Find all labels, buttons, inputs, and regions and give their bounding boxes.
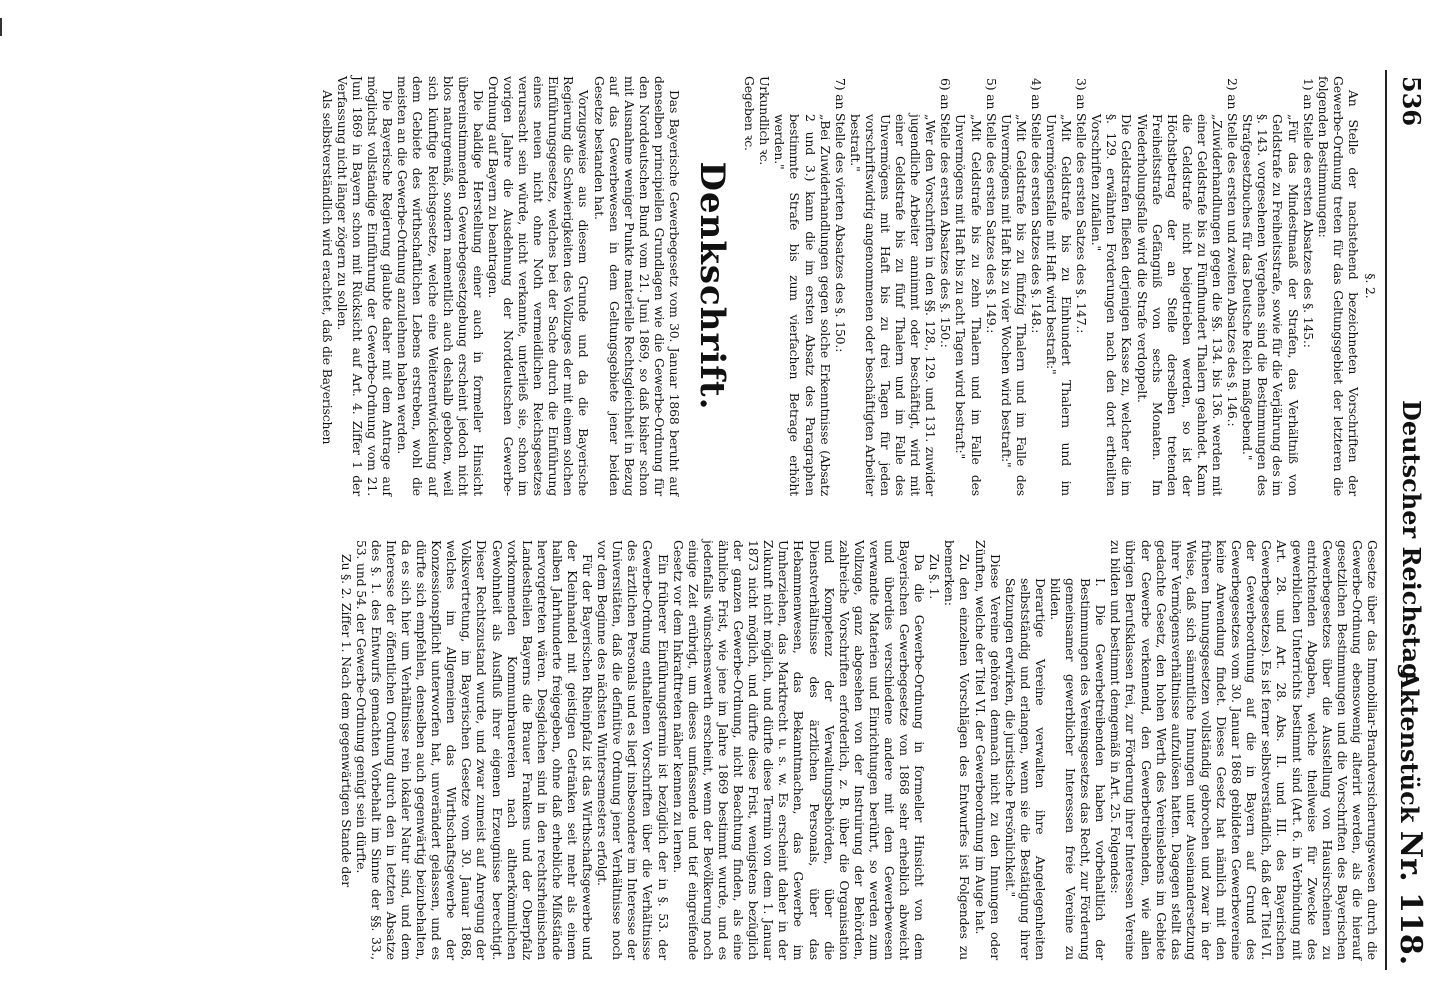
text-paragraph: 4) an Stelle des ersten Satzes des §. 148.: [1028,78,1044,334]
text-paragraph: „Mit Geldstrafe bis zu zehn Thalern und im Falle des Unvermögens mit Haft bis zu acht Tagen wird bestraft:" [953,114,984,496]
text-paragraph: „Für das Mindestmaaß der Strafen, das Verhältniß von Geldstrafe zu Freiheitsstrafe, sowie für die Verjährung des im §. 143. vorgesehenen Vergehens sind die Bestimmungen des Strafgesetzbuches für das Deutsche Reich maßgebend." [1240,114,1301,496]
text-paragraph: Als selbstverständlich wird erachtet, daß die Bayerischen [319,90,335,445]
text-paragraph: Da die Gewerbe-Ordnung in formeller Hinsicht von dem Bayerischen Gewerbegesetze von 1868 sehr erheblich abweicht und überdies verschiedene andere mit dem Gewerbewesen verwandte Materien und Einrichtungen berührt, so werden zum Vollzuge, ganz abgesehen von der Instruirung der Behörden, zahlreiche Vorschriften erforderlich, z. B. über die Organisation und Kompetenz der Verwaltungsbehörden, über die Dienstverhältnisse des ärztlichen Personals, über das Hebammenwesen, das Bekanntmachen, das Gewerbe im Umherziehen, das Marktrecht u. s. w. Es erscheint daher in der Zukunft nicht möglich, und dürfte diese Termin von dem 1. Januar 1873 nicht möglich, und dürfte diese Frist, wenigstens bezüglich der ganzen Gewerbe-Ordnung, nicht Beachtung finden, als eine ähnliche Frist, wie jene im Jahre 1869 bestimmt wurde, und es jedenfalls wünschenswerth erscheint, wenn der Bevölkerung noch einige Zeit erübrigt, um dieses umfassende und tief eingreifende Gesetz vor dem Inkrafttreten näher kennen zu lernen. [670,540,928,960]
text-paragraph: 2) an Stelle des ersten und zweiten Absatzes des §. 146.: [1225,78,1241,427]
document-label: Aktenstück [1395,670,1424,823]
text-paragraph: Die baldige Herstellung einer auch in formeller Hinsicht übereinstimmenden Gewerbegesetzgebung erscheint jedoch nicht blos naturgemäß, sondern namentlich auch deshalb geboten, weil sich künftige Reichsgesetze, welche eine Weiterentwickelung auf dem Gebiete des wirthschaftlichen Lebens erstreben, wohl die meisten an die Gewerbe-Ordnung anzulehnen haben werden. [395,76,486,496]
text-paragraph: 6) an Stelle des ersten Absatzes des §. 150.: [938,78,954,348]
text-paragraph: §. 2. [1363,273,1378,299]
header-rule [1385,70,1387,970]
section-heading: Denkschrift. [692,161,733,411]
text-paragraph: Vorzugsweise aus diesem Grunde und da die Bayerische Regierung die Schwierigkeiten des Vollzuges der mit einem solchen Einführungsgesetze, welches bei der Sache durch die Einführung eines neuen nicht ohne Noth vermeidlichen Reichsgesetzes verursacht sein würde, nicht verkannte, unterließ sie, schon im vorigen Jahre die Ausdehnung der Norddeutschen Gewerbe-Ordnung auf Bayern zu beantragen. [485,76,592,496]
text-paragraph: Zu §. 1. [927,554,943,600]
text-paragraph: I. Die Gewerbetreibenden haben vorbehaltlich der Bestimmungen des Vereinsgesetzes das Recht, zur Förderung gemeinsamer gewerblicher Interessen freie Vereine zu bilden. [1048,578,1109,960]
dfg-credit [1410,0,1432,1000]
text-paragraph: Für der Bayerischen Rheinpfalz ist das Wirthschaftsgewerbe und der Kleinhandel mit geistigen Getränken seit mehr als einem halben Jahrhunderte freigegeben, ohne daß erhebliche Mißstände hervorgetreten wären. Desgleichen sind in den rechtsrheinischen Landestheilen Bayerns die Brauer Frankens und der Oberpfalz vorkommenden Kommunbrauereien nach altherkömmlichen Gewohnheit als Ausfluß ihrer eigenen Erzeugnisse berechtigt. Dieser Rechtszustand wurde, und zwar zumeist auf Anregung der Volksvertretung, im Bayerischen Gesetze vom 30. Januar 1868, welches im Allgemeinen das Wirthschaftsgewerbe der Konzessionspflicht unterworfen hat, unverändert gelassen, und es dürfte sich empfehlen, denselben auch gegenwärtig beizubehalten, da es sich hier um Verhältnisse rein lokaler Natur sind, und dem Interesse der öffentlichen Ordnung durch den in letzten Absatze des §. 1. des Entwurfs gemachten Vorbehalt im Sinne der §§. 33., 53. und 54. der Gewerbe-Ordnung genügt sein dürfte. [353,540,596,960]
text-paragraph: Gesetze über das Immobiliar-Brandversicherungswesen durch die Gewerbe-Ordnung ebensowenig alterirt werden, als die hierauf gesetzlichen Bestimmungen und die Vorschriften des Bayerischen Gewerbegesetzes über die Ausstellung von Hausirscheinen zu entrichtenden Abgaben, welche theilweise für Zwecke des gewerblichen Unterrichts bestimmt sind (Art. 6. in Verbindung mit Art. 28. und Art. 28. Abs. II. und III. des Bayerischen Gewerbegesetzes). Es ist ferner selbstverständlich, daß der Titel VI. der Gewerbeordnung auf die in Bayern auf Grund des Gewerbegesetzes vom 30. Januar 1868 gebildeten Gewerbevereine keine Anwendung findet. Dieses Gesetz hat nämlich mit den früheren Innungsgesetzen vollständig gebrochen und zwar in der Weise, daß sich sämmtliche Innungen unter Auseinandersetzung ihrer Vermögensverhältnisse aufzulösen hatten. Dagegen stellt das gedachte Gesetz, den hohen Werth des Vereinslebens im Gebiete der Gewerbe verkennend, den Gewerbetreibenden, wie allen übrigen Berufsklassen frei, zur Förderung ihrer Interessen Vereine zu bilden und bestimmt demgemäß in Art. 25. Folgendes: [1108,540,1380,960]
left-text-column [320,76,1380,496]
text-paragraph: Zu §. 2. Ziffer 1. Nach dem gegenwärtigen Stande der [338,554,354,888]
text-paragraph: 1) an Stelle des ersten Absatzes des §. 145.: [1300,78,1316,348]
page-number: 536 [1397,76,1426,127]
text-paragraph: 7) an Stelle des vierten Absatzes des §. 150.: [832,78,848,353]
text-paragraph: Die Bayerische Regierung glaubte daher mit dem Antrage auf möglichst vollständige Einführung der Gewerbe-Ordnung vom 21. Juni 1869 in Bayern schon mit Rücksicht auf Art. 4. Ziffer 1 der Verfassung nicht länger zögern zu sollen. [335,76,396,496]
text-paragraph: „Zuwiderhandlungen gegen die §§. 134. bis 136. werden mit einer Geldstrafe bis zu Fünfhundert Thalern geahndet. Kann die Geldstrafe nicht beigetrieben werden, so ist der Höchstbetrag der an Stelle derselben tretenden Freiheitsstrafe Gefängniß von sechs Monaten. Im Wiederholungsfalle wird die Strafe verdoppelt. [1134,114,1226,496]
text-paragraph: Gegeben ꝛc. [742,76,758,151]
text-paragraph: Zu den einzelnen Vorschlägen des Entwurfes ist Folgendes zu bemerken: [942,540,973,960]
publication-title: Deutscher Reichstag. [1397,400,1426,689]
text-paragraph: „Wer den Vorschriften in den §§. 128., 129. und 131. zuwider jugendliche Arbeiter annimmt oder beschäftigt, wird mit einer Geldstrafe bis zu fünf Thalern und im Falle des Unvermögens mit Haft bis zu drei Tagen für jeden vorschriftswidrig angenommenen oder beschäftigten Arbeiter bestraft." [847,114,939,496]
text-paragraph: 3) an Stelle des ersten Satzes des §. 147.: [1074,78,1090,334]
right-text-column [339,540,1380,960]
text-paragraph: „Bei Zuwiderhandlungen gegen solche Erkenntnisse (Absatz 2 und 3.) kann die im ersten Absatz des Paragraphen bestimmte Strafe bis zum vierfachen Betrage erhöht werden." [772,114,833,496]
text-paragraph: Die Geldstrafen fließen derjenigen Kasse zu, welcher die im §. 129. erwähnten Forderungen nach den dort ertheilten Vorschriften zufallen." [1089,114,1135,496]
text-paragraph: Derartige Vereine verwalten ihre Angelegenheiten selbstständig und erlangen, wenn sie die Bestätigung ihrer Satzungen erwirken, die juristische Persönlichkeit." [1002,578,1048,960]
text-paragraph: Urkundlich ꝛc. [757,76,773,166]
text-paragraph: Diese Vereine gehören demnach nicht zu den Innungen oder Zünften, welche der Titel VI. der Gewerbeordnung im Auge hat. [972,540,1003,960]
document-number: Nr. 118. [1393,830,1428,966]
text-paragraph: 5) an Stelle des ersten Satzes des §. 149.: [983,78,999,334]
text-paragraph: An Stelle der nachstehend bezeichneten Vorschriften der Gewerbe-Ordnung treten für das Geltungsgebiet der letzteren die folgenden Bestimmungen: [1315,76,1361,496]
text-paragraph: Das Bayerische Gewerbegesetz vom 30. Januar 1868 beruht auf denselben principiellen Grundlagen wie die Gewerbe-Ordnung für den Norddeutschen Bund vom 21. Juni 1869, so daß bisher schon mit Ausnahme weniger Punkte materielle Rechtsgleichheit in Bezug auf das Gewerbewesen in dem Geltungsgebiete jener beiden Gesetze bestanden hat. [591,76,683,496]
text-paragraph: „Mit Geldstrafe bis zu Einhundert Thalern und im Unvermögensfalle mit Haft wird bestraft:" [1044,114,1075,496]
text-paragraph: „Mit Geldstrafe bis zu fünfzig Thalern und im Falle des Unvermögens mit Haft bis zu vier Wochen wird bestraft:" [998,114,1029,496]
text-paragraph: Ein früherer Einführungstermin ist bezüglich der in §. 53. der Gewerbe-Ordnung enthaltenen Vorschriften über die Verhältnisse des ärztlichen Personals und es liegt insbesondere im Interesse der Universitäten, daß die definitive Ordnung jener Verhältnisse noch vor dem Beginne des nächsten Wintersemesters erfolgt. [595,540,671,960]
